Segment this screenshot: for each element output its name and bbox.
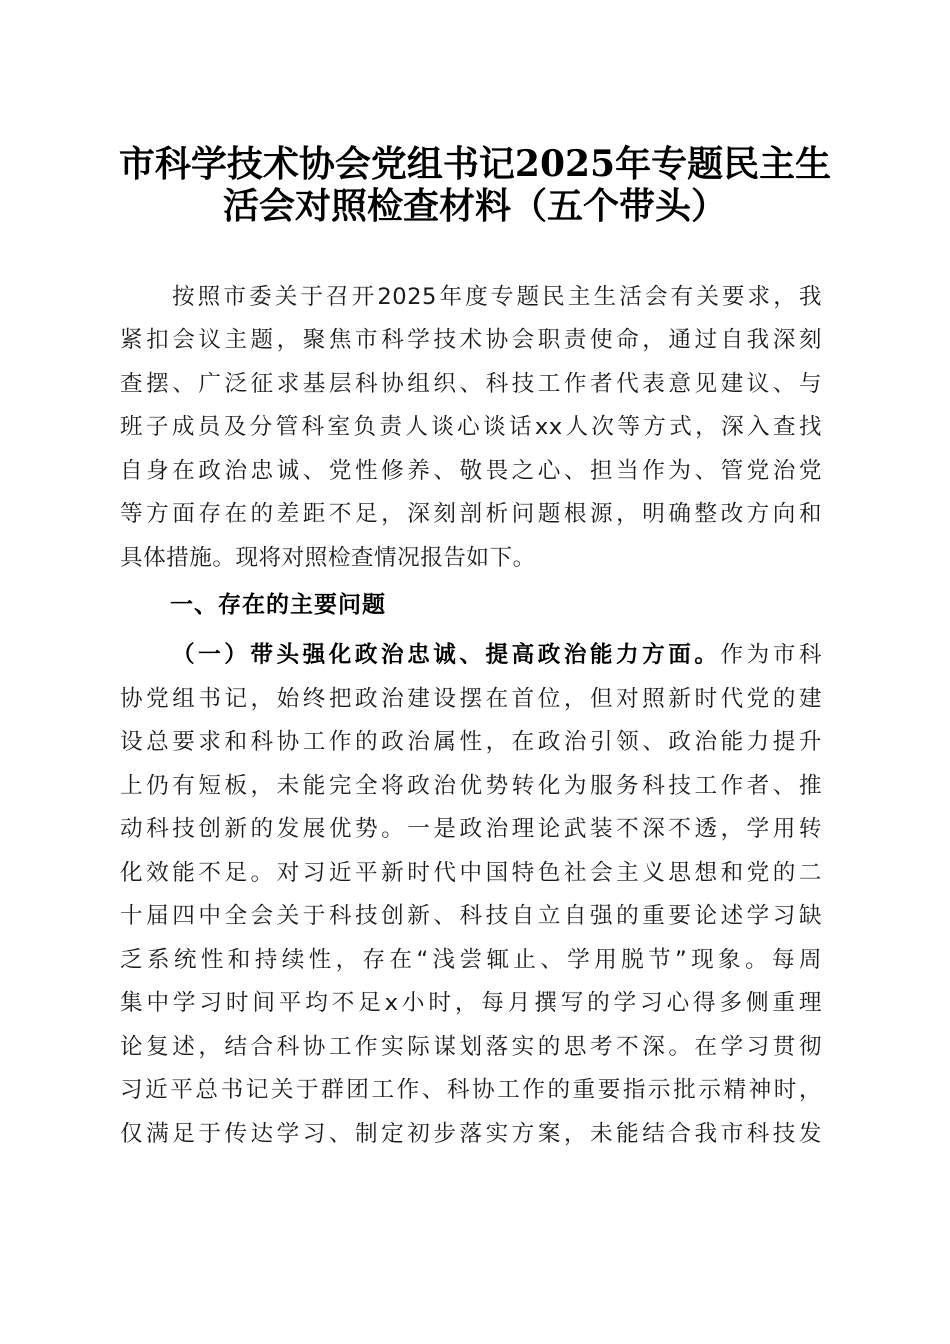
subsection-line: 设总要求和科协工作的政治属性，在政治引领、政治能力提升 — [120, 729, 822, 755]
document-title-line-1: 市科学技术协会党组书记2025年专题民主生 — [118, 143, 832, 185]
intro-line: 查摆、广泛征求基层科协组织、科技工作者代表意见建议、与 — [120, 371, 822, 397]
subsection-line: 协党组书记，始终把政治建设摆在首位，但对照新时代党的建 — [120, 686, 822, 712]
subsection-line: 习近平总书记关于群团工作、科协工作的重要指示批示精神时， — [120, 1077, 822, 1103]
subsection-line: 上仍有短板，未能完全将政治优势转化为服务科技工作者、推 — [120, 773, 822, 799]
intro-line: 按照市委关于召开2025年度专题民主生活会有关要求，我 — [172, 284, 822, 310]
intro-line: 紧扣会议主题，聚焦市科学技术协会职责使命，通过自我深刻 — [120, 327, 822, 353]
subsection-line: 动科技创新的发展优势。一是政治理论武装不深不透，学用转 — [120, 816, 822, 842]
subsection-line: 仅满足于传达学习、制定初步落实方案，未能结合我市科技发 — [120, 1121, 822, 1147]
subsection-first-line — [172, 640, 822, 670]
subsection-heading: （一）带头强化政治忠诚、提高政治能力方面。 — [172, 642, 721, 668]
subsection-line: 集中学习时间平均不足x小时，每月撰写的学习心得多侧重理 — [120, 990, 822, 1016]
intro-line: 自身在政治忠诚、党性修养、敬畏之心、担当作为、管党治党 — [120, 458, 822, 484]
subsection-line: 论复述，结合科协工作实际谋划落实的思考不深。在学习贯彻 — [120, 1034, 822, 1060]
document-title-line-2: 活会对照检查材料（五个带头） — [222, 185, 727, 227]
intro-line: 班子成员及分管科室负责人谈心谈话xx人次等方式，深入查找 — [120, 414, 822, 440]
intro-line: 具体措施。现将对照检查情况报告如下。 — [120, 545, 536, 571]
section-heading: 一、存在的主要问题 — [170, 592, 386, 618]
intro-line: 等方面存在的差距不足，深刻剖析问题根源，明确整改方向和 — [120, 501, 822, 527]
subsection-first-line-rest: 作为市科 — [720, 642, 823, 668]
subsection-line: 化效能不足。对习近平新时代中国特色社会主义思想和党的二 — [120, 860, 822, 886]
subsection-line: 十届四中全会关于科技创新、科技自立自强的重要论述学习缺 — [120, 903, 822, 929]
subsection-line: 乏系统性和持续性，存在“浅尝辄止、学用脱节”现象。每周 — [120, 947, 822, 973]
